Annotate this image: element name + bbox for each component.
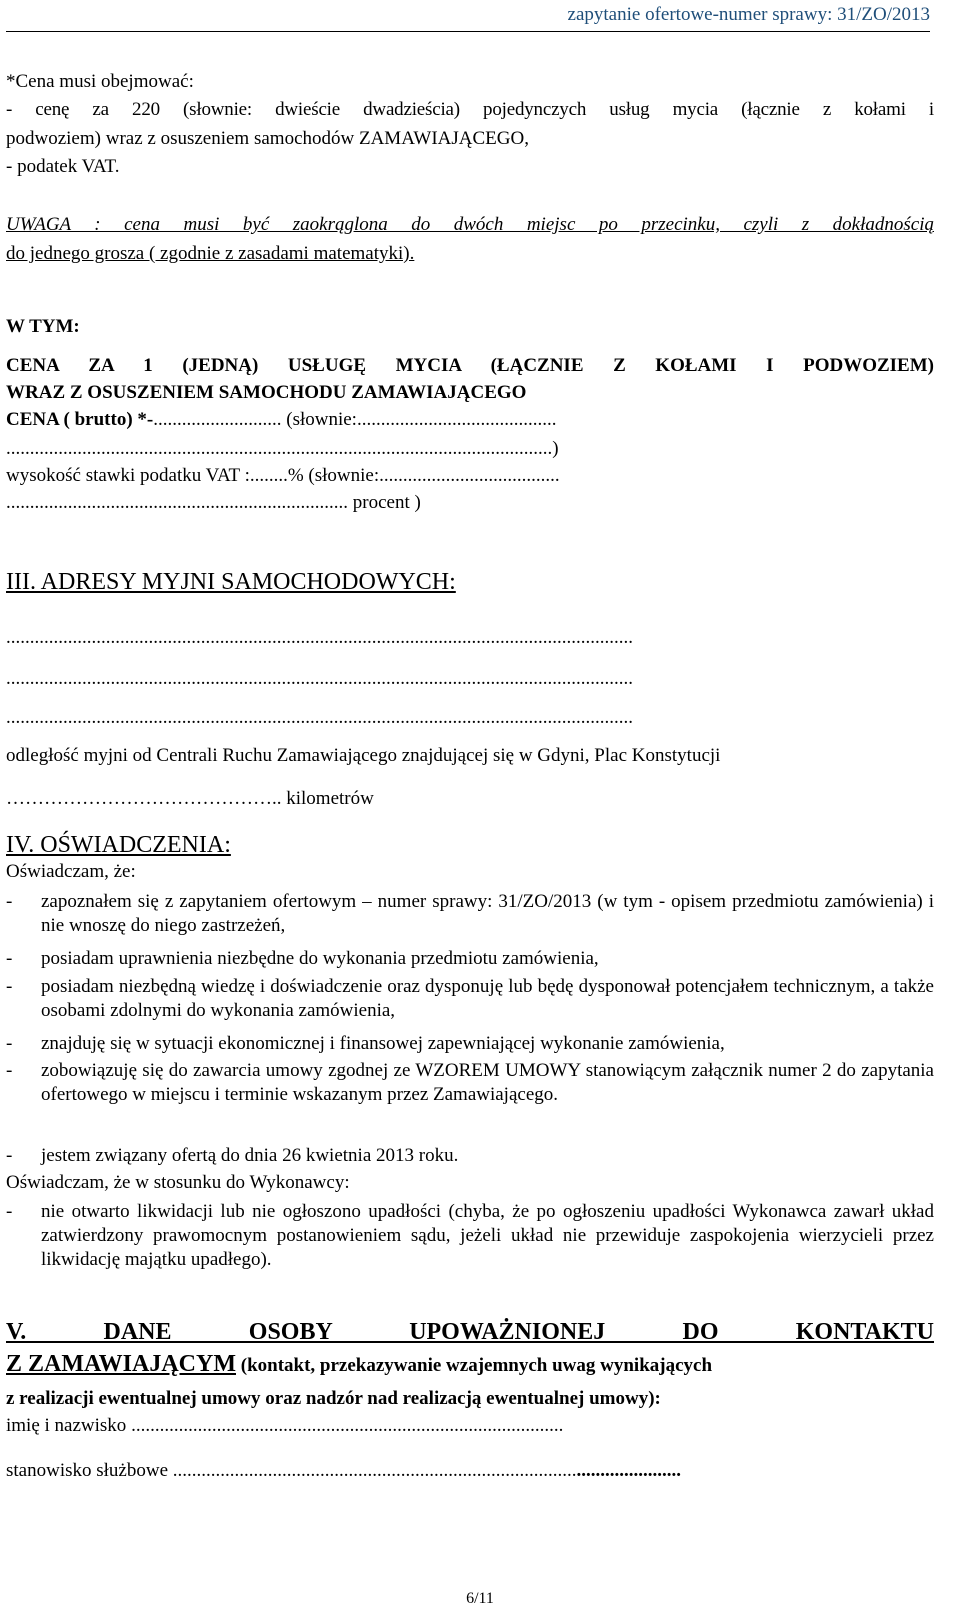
section-4-title: IV. OŚWIADCZENIA: xyxy=(6,832,231,858)
list-dash: - xyxy=(6,891,13,912)
list-dash: - xyxy=(6,1060,13,1081)
list-dash: - xyxy=(6,1145,13,1166)
position-bold-dots: ...................... xyxy=(576,1460,682,1481)
price-line-2: podwoziem) wraz z osuszeniem samochodów ZAMAWIAJĄCEGO, xyxy=(6,128,529,149)
declaration-item xyxy=(6,1144,934,1168)
name-dots: ........................................................................................... xyxy=(126,1415,564,1436)
position-field-line xyxy=(6,1459,681,1483)
vat-continuation: ........................................................................ procent ) xyxy=(6,492,421,513)
gross-price-continuation: ...................................................................................................................) xyxy=(6,438,559,459)
vat-rest: ........% (słownie:...................................... xyxy=(249,465,560,486)
name-field-line xyxy=(6,1414,563,1438)
contractor-text: nie otwarto likwidacji lub nie ogłoszono upadłości (chyba, że po ogłoszeniu upadłości Wykonawca zawarł układ zatwierdzony prawomocnym postanowieniem sądu, jeżeli układ nie przewiduje zaspokojenia wierzycieli przez likwidację majątku upadłego). xyxy=(41,1201,934,1270)
gross-price-line xyxy=(6,408,556,432)
section-5-line-2 xyxy=(6,1352,934,1378)
page-number: 6/11 xyxy=(466,1590,494,1607)
declaration-item xyxy=(6,1059,934,1107)
name-label: imię i nazwisko xyxy=(6,1415,127,1436)
list-dash: - xyxy=(6,1033,13,1054)
distance-line: odległość myjni od Centrali Ruchu Zamawiającego znajdującej się w Gdyni, Plac Konstytucji xyxy=(6,745,721,766)
header-rule xyxy=(6,31,930,32)
list-dash: - xyxy=(6,948,13,969)
section-5-title: V. DANE OSOBY UPOWAŻNIONEJ DO KONTAKTU xyxy=(6,1319,934,1345)
declaration-text: posiadam niezbędną wiedzę i doświadczenie oraz dysponuję lub będę dysponował potencjałem technicznym, a także osobami zdolnymi do wykonania zamówienia, xyxy=(41,976,934,1021)
declaration-text: zapoznałem się z zapytaniem ofertowym – numer sprawy: 31/ZO/2013 (w tym - opisem przedmiotu zamówienia) i nie wnoszę do niego zastrzeżeń, xyxy=(41,891,934,936)
gross-price-words: (słownie:.......................................... xyxy=(281,409,557,430)
declaration-item xyxy=(6,890,934,938)
contractor-intro: Oświadczam, że w stosunku do Wykonawcy: xyxy=(6,1172,350,1193)
warning-line-1: UWAGA : cena musi być zaokrąglona do dwóch miejsc po przecinku, czyli z dokładnością xyxy=(6,214,934,235)
wtym-label: W TYM: xyxy=(6,316,80,337)
section-5-title-cont: Z ZAMAWIAJĄCYM xyxy=(6,1351,236,1377)
declaration-text: jestem związany ofertą do dnia 26 kwietnia 2013 roku. xyxy=(41,1145,459,1166)
service-line-1: CENA ZA 1 (JEDNĄ) USŁUGĘ MYCIA (ŁĄCZNIE Z KOŁAMI I PODWOZIEM) xyxy=(6,355,934,376)
declare-intro: Oświadczam, że: xyxy=(6,861,136,882)
contractor-item xyxy=(6,1200,934,1272)
list-dash: - xyxy=(6,976,13,997)
vat-line xyxy=(6,464,560,488)
declaration-text: znajduję się w sytuacji ekonomicznej i finansowej zapewniającej wykonanie zamówienia, xyxy=(41,1033,725,1054)
warning-line-2: do jednego grosza ( zgodnie z zasadami matematyki). xyxy=(6,243,415,264)
address-dots-1: .................................................................................................................................... xyxy=(6,627,633,648)
distance-km-fill: …………………………………….. xyxy=(6,788,282,809)
distance-km-label: kilometrów xyxy=(281,788,374,809)
address-dots-3: .................................................................................................................................... xyxy=(6,707,633,728)
price-intro: *Cena musi obejmować: xyxy=(6,71,194,92)
declaration-item xyxy=(6,975,934,1023)
running-header: zapytanie ofertowe-numer sprawy: 31/ZO/2013 xyxy=(567,4,930,25)
list-dash: - xyxy=(6,1201,13,1222)
declaration-item xyxy=(6,1032,934,1056)
vat-label: wysokość stawki podatku VAT : xyxy=(6,465,250,486)
price-line-1: - cenę za 220 (słownie: dwieście dwadzieścia) pojedynczych usług mycia (łącznie z kołami i xyxy=(6,99,934,120)
distance-km-line xyxy=(6,787,374,811)
gross-price-label: CENA ( brutto) *- xyxy=(6,409,154,430)
price-line-3: - podatek VAT. xyxy=(6,156,120,177)
declaration-text: posiadam uprawnienia niezbędne do wykonania przedmiotu zamówienia, xyxy=(41,948,599,969)
address-dots-2: .................................................................................................................................... xyxy=(6,668,633,689)
position-label: stanowisko służbowe xyxy=(6,1460,169,1481)
declaration-item xyxy=(6,947,934,971)
declaration-text: zobowiązuję się do zawarcia umowy zgodnej ze WZOREM UMOWY stanowiącym załącznik numer 2 do zapytania ofertowego w miejscu i terminie wskazanym przez Zamawiającego. xyxy=(41,1060,934,1105)
service-line-2: WRAZ Z OSUSZENIEM SAMOCHODU ZAMAWIAJĄCEGO xyxy=(6,382,527,403)
section-5-note: (kontakt, przekazywanie wzajemnych uwag wynikających xyxy=(236,1355,713,1376)
section-3-title: III. ADRESY MYJNI SAMOCHODOWYCH: xyxy=(6,569,456,595)
gross-price-dots: ........................... xyxy=(153,409,282,430)
section-5-note-cont: z realizacji ewentualnej umowy oraz nadzór nad realizacją ewentualnej umowy): xyxy=(6,1388,661,1409)
position-dots: ..................................................................................... xyxy=(168,1460,577,1481)
